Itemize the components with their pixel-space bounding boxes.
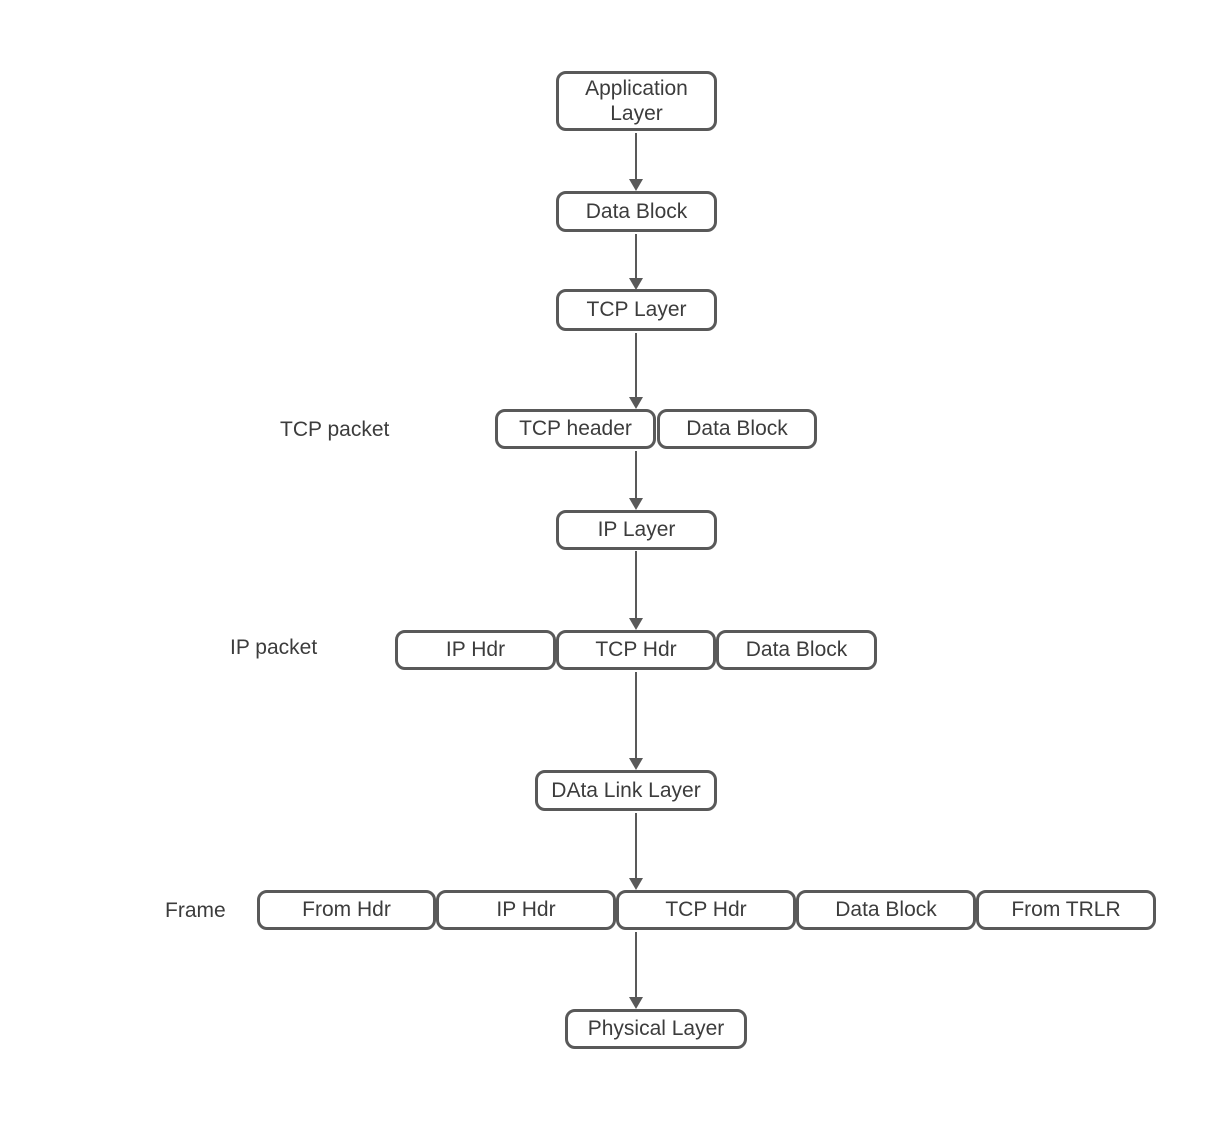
node-frame-ip-hdr: IP Hdr bbox=[436, 890, 616, 930]
node-tcp-header: TCP header bbox=[495, 409, 656, 449]
arrow-tcppacket-to-iplayer-icon bbox=[635, 451, 637, 498]
label-frame: Frame bbox=[165, 899, 226, 922]
node-application-layer: Application Layer bbox=[556, 71, 717, 131]
node-tcp-layer: TCP Layer bbox=[556, 289, 717, 331]
node-frame-data-block: Data Block bbox=[796, 890, 976, 930]
node-ip-hdr: IP Hdr bbox=[395, 630, 556, 670]
label-tcp-packet: TCP packet bbox=[280, 418, 390, 441]
node-ip-layer: IP Layer bbox=[556, 510, 717, 550]
node-physical-layer: Physical Layer bbox=[565, 1009, 747, 1049]
node-ip-packet-data-block: Data Block bbox=[716, 630, 877, 670]
node-data-link-layer: DAta Link Layer bbox=[535, 770, 717, 811]
node-frame-from-hdr: From Hdr bbox=[257, 890, 436, 930]
arrow-datalink-to-frame-icon bbox=[635, 813, 637, 878]
arrow-datablock-to-tcplayer-icon bbox=[635, 234, 637, 278]
arrow-ippacket-to-datalink-icon bbox=[635, 672, 637, 758]
node-frame-tcp-hdr: TCP Hdr bbox=[616, 890, 796, 930]
arrow-frame-to-physical-icon bbox=[635, 932, 637, 997]
node-data-block: Data Block bbox=[556, 191, 717, 232]
arrow-iplayer-to-ippacket-icon bbox=[635, 551, 637, 618]
label-ip-packet: IP packet bbox=[230, 636, 318, 659]
node-frame-from-trlr: From TRLR bbox=[976, 890, 1156, 930]
node-ip-packet-tcp-hdr: TCP Hdr bbox=[556, 630, 716, 670]
arrow-tcplayer-to-tcppacket-icon bbox=[635, 333, 637, 397]
arrow-application-to-datablock-icon bbox=[635, 133, 637, 179]
node-tcp-packet-data-block: Data Block bbox=[657, 409, 817, 449]
